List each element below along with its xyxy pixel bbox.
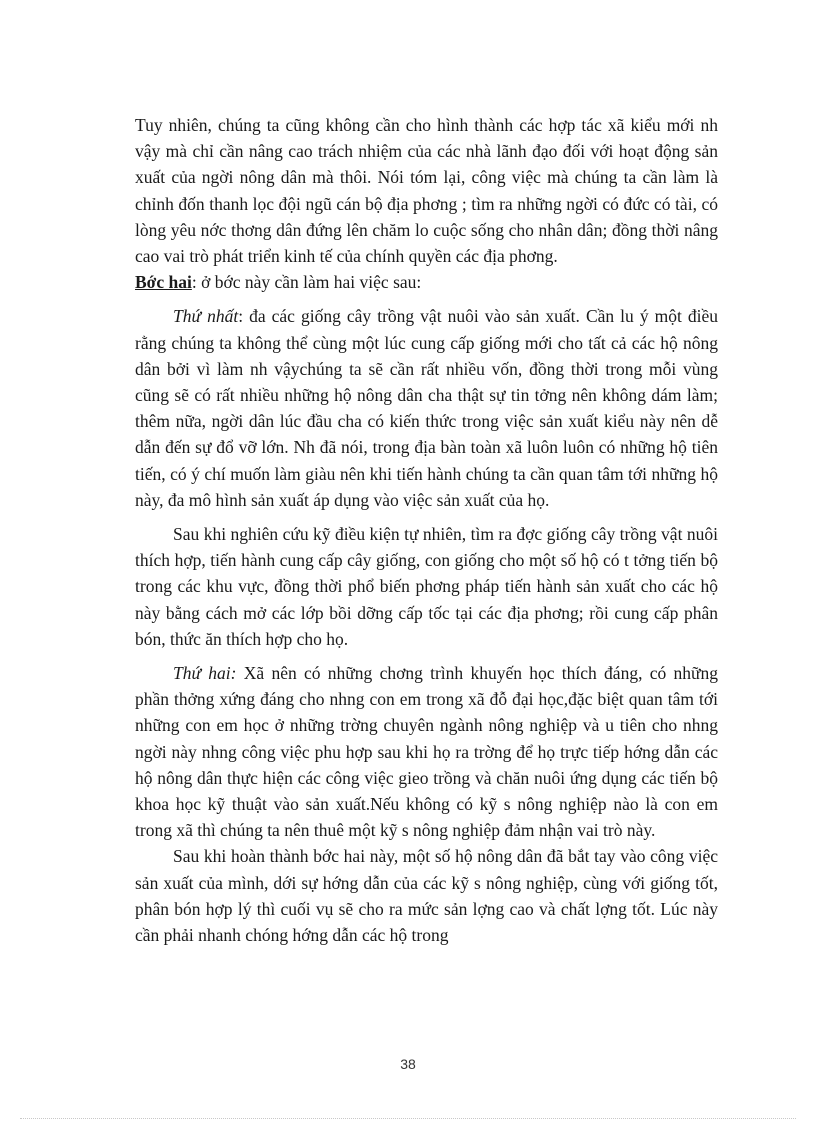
page-number: 38 <box>400 1056 416 1072</box>
paragraph-text: Sau khi hoàn thành bớc hai này, một số hộ nông dân đã bắt tay vào công việc sản xuất của mình, dới sự hớng dẫn của các kỹ s nông nghiệp, cùng với giống tốt, phân bón hợp lý thì cuối vụ sẽ cho ra mức sản lợng cao và chất lợng tốt. Lúc này cần phải nhanh chóng hớng dẫn các hộ trong <box>135 846 718 946</box>
paragraph-text: Sau khi nghiên cứu kỹ điều kiện tự nhiên, tìm ra đợc giống cây trồng vật nuôi thích hợp, tiến hành cung cấp cây giống, con giống cho một số hộ có t tởng tiến bộ trong các khu vực, đồng thời phổ biến phơng pháp tiến hành sản xuất cho các hộ này bằng cách mở các lớp bồi dỡng cấp tốc tại các địa phơng; rồi cung cấp phân bón, thức ăn thích hợp cho họ. <box>135 524 718 649</box>
page-bottom-edge <box>20 1118 796 1119</box>
second-task-label: Thứ hai: <box>173 663 237 684</box>
paragraph-after-step-two <box>135 843 718 948</box>
step-two-heading: Bớc hai <box>135 272 192 293</box>
paragraph-intro <box>135 112 718 269</box>
paragraph-text: Xã nên có những chơng trình khuyến học thích đáng, có những phần thởng xứng đáng cho nhng con em trong xã đỗ đại học,đặc biệt quan tâm tới những con em học ở những trờng chuyên ngành nông nghiệp và u tiên cho nhng ngời này nhng công việc phu hợp sau khi họ ra trờng để họ trực tiếp hớng dẫn các hộ nông dân thực hiện các công việc gieo trồng và chăn nuôi ứng dụng các tiến bộ khoa học kỹ thuật vào sản xuất.Nếu không có kỹ s nông nghiệp nào là con em trong xã thì chúng ta nên thuê một kỹ s nông nghiệp đảm nhận vai trò này. <box>135 663 719 841</box>
paragraph-text: Tuy nhiên, chúng ta cũng không cần cho hình thành các hợp tác xã kiểu mới nh vậy mà chỉ cần nâng cao trách nhiệm của các nhà lãnh đạo đối với hoạt động sản xuất của ngời nông dân mà thôi. Nói tóm lại, công việc mà chúng ta cần làm là chỉnh đốn thanh lọc đội ngũ cán bộ địa phơng ; tìm ra những ngời có đức có tài, có lòng yêu nớc thơng dân đứng lên chăm lo cuộc sống cho nhân dân; đồng thời nâng cao vai trò phát triển kinh tế của chính quyền các địa phơng. <box>135 115 718 267</box>
paragraph-text: : đa các giống cây trồng vật nuôi vào sản xuất. Cần lu ý một điều rằng chúng ta không thể cùng một lúc cung cấp giống mới cho tất cả các hộ nông dân bởi vì làm nh vậychúng ta sẽ cần rất nhiều vốn, đồng thời trong mỗi vùng cũng sẽ có rất nhiều những hộ nông dân cha thật sự tin tởng nên không dám làm; thêm nữa, ngời dân lúc đầu cha có kiến thức trong việc sản xuất kiểu này nên dễ dẫn đến sự đổ vỡ lớn. Nh đã nói, trong địa bàn toàn xã luôn luôn có những hộ tiên tiến, có ý chí muốn làm giàu nên khi tiến hành chúng ta cần quan tâm tới những hộ này, đa mô hình sản xuất áp dụng vào việc sản xuất của họ. <box>135 306 719 510</box>
paragraph-second-task <box>135 660 718 843</box>
paragraph-text: : ở bớc này cần làm hai việc sau: <box>191 272 422 293</box>
paragraph-research <box>135 521 718 652</box>
paragraph-step-two <box>135 269 718 295</box>
paragraph-first-task <box>135 303 718 513</box>
first-task-label: Thứ nhất <box>173 306 239 327</box>
body-text <box>135 112 718 948</box>
